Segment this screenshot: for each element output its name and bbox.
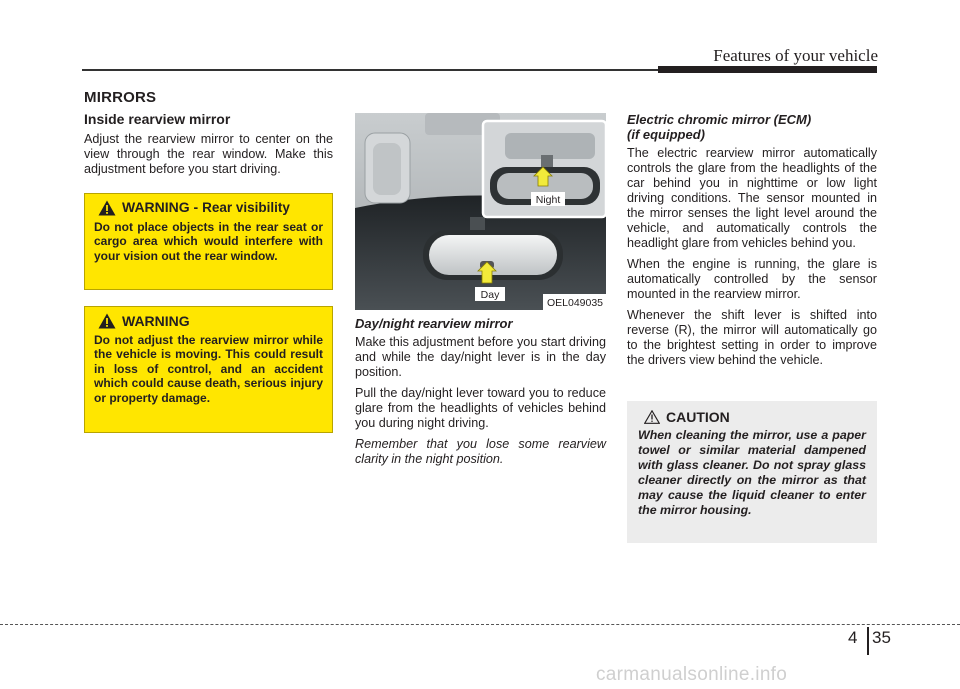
- day-night-p1: Make this adjustment before you start driving and while the day/night lever is in the day position.: [355, 335, 606, 379]
- warning-box-adjust: [84, 306, 333, 433]
- warning-label: WARNING: [122, 312, 190, 329]
- caution-title: [644, 409, 866, 425]
- day-night-heading: Day/night rearview mirror: [355, 316, 513, 331]
- inside-mirror-heading: Inside rearview mirror: [84, 111, 231, 127]
- caution-box: [627, 401, 877, 543]
- ecm-heading-sub: (if equipped): [627, 127, 705, 142]
- column-2: [355, 316, 606, 473]
- ecm-p2: When the engine is running, the glare is automatically controlled by the sensor mounted in the rearview mirror.: [627, 257, 877, 301]
- section-title: MIRRORS: [84, 89, 157, 106]
- caution-triangle-icon: [644, 410, 660, 424]
- warning-triangle-icon: [98, 313, 116, 329]
- page-divider: [867, 627, 869, 655]
- warning-title: [98, 200, 323, 216]
- chapter-number: 4: [848, 628, 858, 647]
- page-number: 35: [872, 628, 891, 647]
- footer-rule: [0, 624, 960, 625]
- column-3: [627, 112, 877, 374]
- night-label: Night: [535, 194, 561, 206]
- watermark: carmanualsonline.info: [596, 664, 788, 685]
- warning-box-visibility: [84, 193, 333, 290]
- caution-label: CAUTION: [666, 409, 730, 425]
- day-label: Day: [480, 289, 500, 301]
- header-title: Features of your vehicle: [713, 46, 878, 65]
- day-night-p2: Pull the day/night lever toward you to reduce glare from the headlights of vehicles behind you during night driving.: [355, 386, 606, 430]
- column-1: [84, 112, 333, 183]
- mirror-illustration: [355, 113, 606, 310]
- mirror-drawing: [355, 113, 606, 310]
- warning-triangle-icon: [98, 200, 116, 216]
- warning-label: WARNING -: [122, 199, 203, 216]
- header-bar: [658, 66, 877, 73]
- warning-text: Do not place objects in the rear seat or cargo area which would interfere with your vision out the rear window.: [94, 220, 323, 263]
- caution-text: When cleaning the mirror, use a paper towel or similar material dampened with glass cleaner. Do not spray glass cleaner directly on the mirror as that may cause the liquid cleaner to enter the mirror housing.: [638, 428, 866, 517]
- warning-title: [98, 313, 323, 329]
- day-night-note: Remember that you lose some rearview clarity in the night position.: [355, 437, 606, 466]
- ecm-p3: Whenever the shift lever is shifted into reverse (R), the mirror will automatically go to the brightest setting in order to improve the drivers view behind the vehicle.: [627, 308, 877, 367]
- inside-mirror-body: Adjust the rearview mirror to center on the view through the rear window. Make this adjustment before you start driving.: [84, 132, 333, 176]
- figure-code: OEL049035: [546, 297, 604, 309]
- warning-text: Do not adjust the rearview mirror while the vehicle is moving. This could result in loss of control, and an accident which could cause death, serious injury or property damage.: [94, 333, 323, 405]
- ecm-heading: Electric chromic mirror (ECM): [627, 112, 812, 127]
- warning-subject: Rear visibility: [202, 200, 290, 216]
- ecm-p1: The electric rearview mirror automatically controls the glare from the headlights of the car behind you in nighttime or low light driving conditions. The sensor mounted in the mirror senses the light level around the vehicle, and automatically controls the headlight glare from vehicles behind you.: [627, 146, 877, 250]
